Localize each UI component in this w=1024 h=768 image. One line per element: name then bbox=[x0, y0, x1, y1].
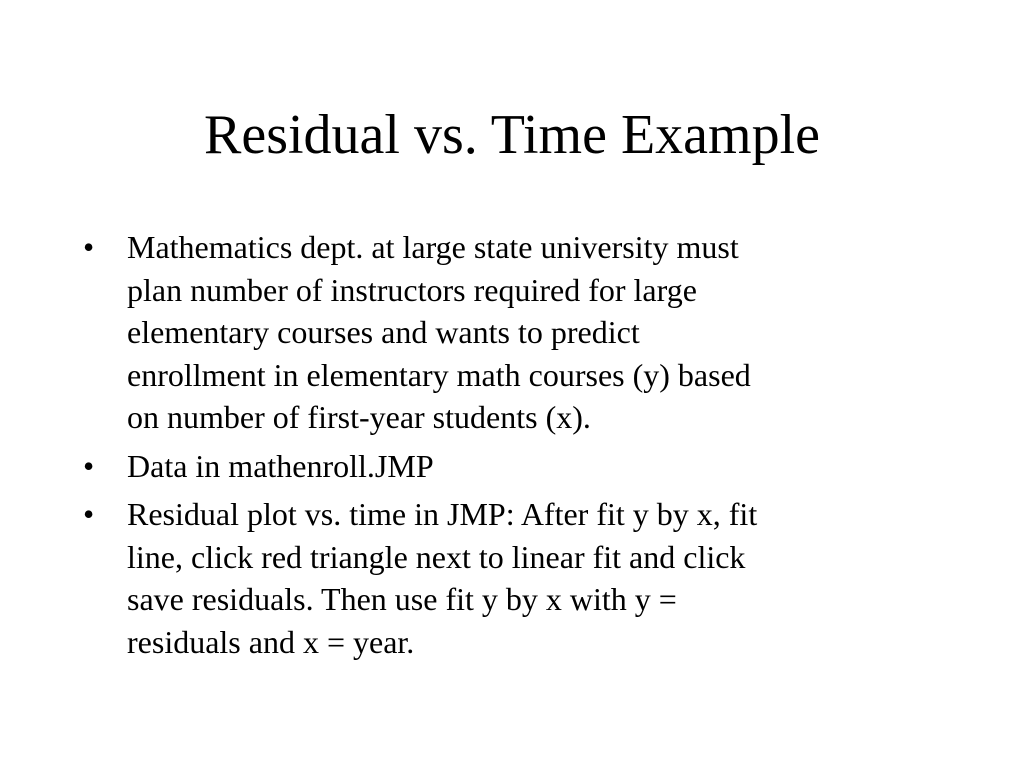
bullet-icon: • bbox=[83, 496, 95, 532]
bullet-icon: • bbox=[83, 229, 95, 265]
slide-title: Residual vs. Time Example bbox=[204, 104, 820, 166]
bullet-icon: • bbox=[83, 447, 95, 484]
bullet-item bbox=[83, 445, 943, 488]
bullet-item bbox=[83, 226, 943, 439]
bullet-item bbox=[83, 493, 943, 663]
bullet-text: Mathematics dept. at large state university must plan number of instructors required for large elementary courses and wants to predict enrollment in elementary math courses (y) based on number of first-year students (x). bbox=[127, 229, 751, 435]
bullet-text: Data in mathenroll.JMP bbox=[127, 447, 434, 484]
bullet-list bbox=[83, 226, 943, 663]
bullet-text: Residual plot vs. time in JMP: After fit y by x, fit line, click red triangle next to linear fit and click save residuals. Then use fit y by x with y = residuals and x = year. bbox=[127, 496, 758, 660]
